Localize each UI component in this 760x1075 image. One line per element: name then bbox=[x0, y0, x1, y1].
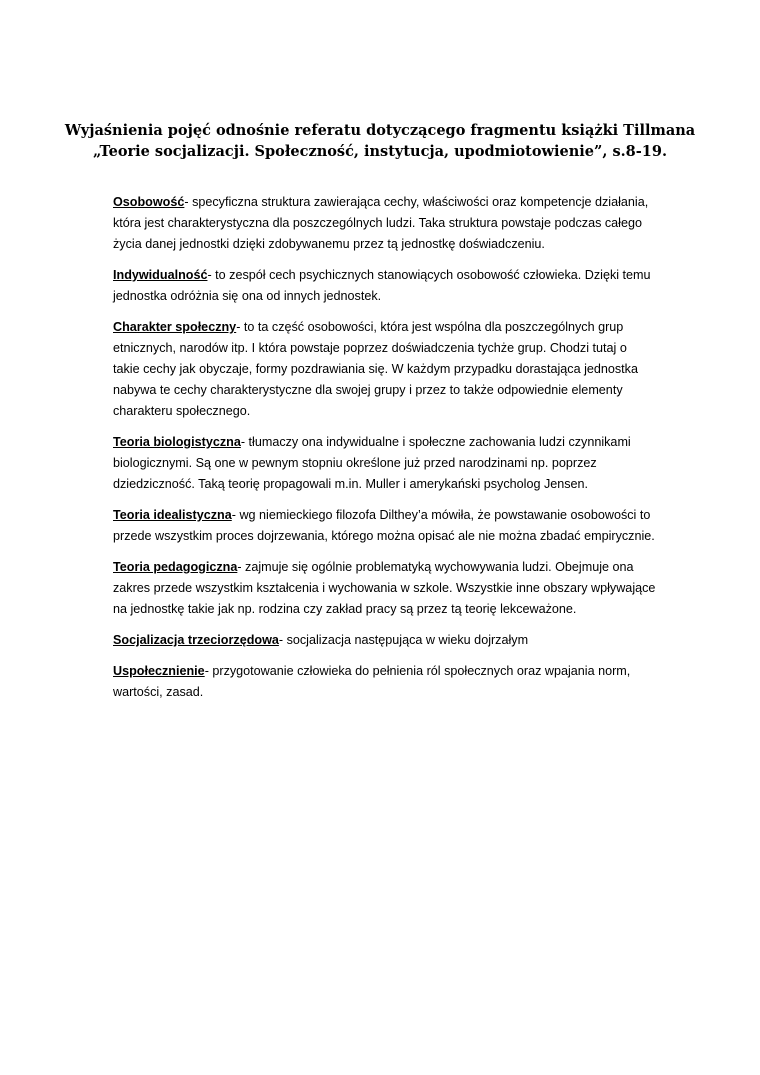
definition-text: - zajmuje się ogólnie problematyką wychowywania ludzi. Obejmuje ona bbox=[237, 560, 634, 574]
definition-text: etnicznych, narodów itp. I która powstaje poprzez doświadczenia tychże grup. Chodzi tutaj o bbox=[113, 341, 627, 355]
definition-line bbox=[113, 453, 673, 474]
definition-line bbox=[113, 578, 673, 599]
definition-text: dziedziczność. Taką teorię propagowali m.in. Muller i amerykański psycholog Jensen. bbox=[113, 477, 589, 491]
definition-line bbox=[113, 359, 673, 380]
definition-text: wartości, zasad. bbox=[113, 685, 204, 699]
definition-line bbox=[113, 380, 673, 401]
definition-line bbox=[113, 474, 673, 495]
definition-text: życia danej jednostki dzięki zdobywanemu przez tą jednostkę doświadczeniu. bbox=[113, 237, 545, 251]
definition-item bbox=[113, 630, 673, 651]
definition-line bbox=[113, 599, 673, 620]
definition-line bbox=[113, 630, 673, 651]
definition-text: - specyficzna struktura zawierająca cechy, właściwości oraz kompetencje działania, bbox=[184, 195, 649, 209]
definition-term: Charakter społeczny bbox=[113, 320, 237, 334]
definition-line bbox=[113, 505, 673, 526]
definition-line bbox=[113, 286, 673, 307]
definition-text: na jednostkę takie jak np. rodzina czy zakład pracy są przez tą teorię lekceważone. bbox=[113, 602, 577, 616]
definition-term: Uspołecznienie bbox=[113, 664, 205, 678]
definition-line bbox=[113, 661, 673, 682]
definition-text: - socjalizacja następująca w wieku dojrzałym bbox=[278, 633, 529, 647]
definition-term: Socjalizacja trzeciorzędowa bbox=[113, 633, 279, 647]
definition-term: Teoria idealistyczna bbox=[113, 508, 232, 522]
definition-text: biologicznymi. Są one w pewnym stopniu określone już przed narodzinami np. poprzez bbox=[113, 456, 597, 470]
definition-text: - tłumaczy ona indywidualne i społeczne zachowania ludzi czynnikami bbox=[240, 435, 631, 449]
title-line-1: Wyjaśnienia pojęć odnośnie referatu dotyczącego fragmentu książki Tillmana bbox=[64, 122, 696, 139]
definition-line bbox=[113, 192, 673, 213]
definition-text: nabywa te cechy charakterystyczne dla swojej grupy i przez to także odpowiednie elementy bbox=[113, 383, 623, 397]
definition-line bbox=[113, 557, 673, 578]
definition-text: - wg niemieckiego filozofa Dilthey’a mówiła, że powstawanie osobowości to bbox=[231, 508, 651, 522]
definition-item bbox=[113, 432, 673, 495]
definition-text: przede wszystkim proces dojrzewania, którego można opisać ale nie można zbadać empirycznie. bbox=[113, 529, 655, 543]
definition-item bbox=[113, 192, 673, 255]
definition-text: zakres przede wszystkim kształcenia i wychowania w szkole. Wszystkie inne obszary wpływające bbox=[113, 581, 656, 595]
definition-term: Osobowość bbox=[113, 195, 185, 209]
definition-text: charakteru społecznego. bbox=[113, 404, 251, 418]
definition-item bbox=[113, 317, 673, 422]
definition-item bbox=[113, 265, 673, 307]
definition-line bbox=[113, 526, 673, 547]
definition-text: takie cechy jak obyczaje, formy pozdrawiania się. W każdym przypadku dorastająca jednostka bbox=[113, 362, 638, 376]
definition-item bbox=[113, 505, 673, 547]
definitions-list bbox=[113, 192, 673, 713]
document-title bbox=[60, 120, 700, 162]
definition-text: która jest charakterystyczna dla poszczególnych ludzi. Taka struktura powstaje podczas całego bbox=[113, 216, 642, 230]
definition-line bbox=[113, 234, 673, 255]
definition-term: Teoria pedagogiczna bbox=[113, 560, 238, 574]
definition-term: Teoria biologistyczna bbox=[113, 435, 241, 449]
definition-line bbox=[113, 317, 673, 338]
title-line-2: „Teorie socjalizacji. Społeczność, instytucja, upodmiotowienie”, s.8-19. bbox=[93, 143, 667, 160]
definition-text: jednostka odróżnia się ona od innych jednostek. bbox=[113, 289, 382, 303]
definition-text: - to ta część osobowości, która jest wspólna dla poszczególnych grup bbox=[236, 320, 624, 334]
definition-line bbox=[113, 213, 673, 234]
definition-text: - to zespół cech psychicznych stanowiących osobowość człowieka. Dzięki temu bbox=[207, 268, 651, 282]
definition-line bbox=[113, 338, 673, 359]
definition-text: - przygotowanie człowieka do pełnienia ról społecznych oraz wpajania norm, bbox=[204, 664, 631, 678]
definition-item bbox=[113, 661, 673, 703]
definition-line bbox=[113, 682, 673, 703]
definition-item bbox=[113, 557, 673, 620]
definition-line bbox=[113, 432, 673, 453]
definition-line bbox=[113, 401, 673, 422]
definition-term: Indywidualność bbox=[113, 268, 208, 282]
definition-line bbox=[113, 265, 673, 286]
